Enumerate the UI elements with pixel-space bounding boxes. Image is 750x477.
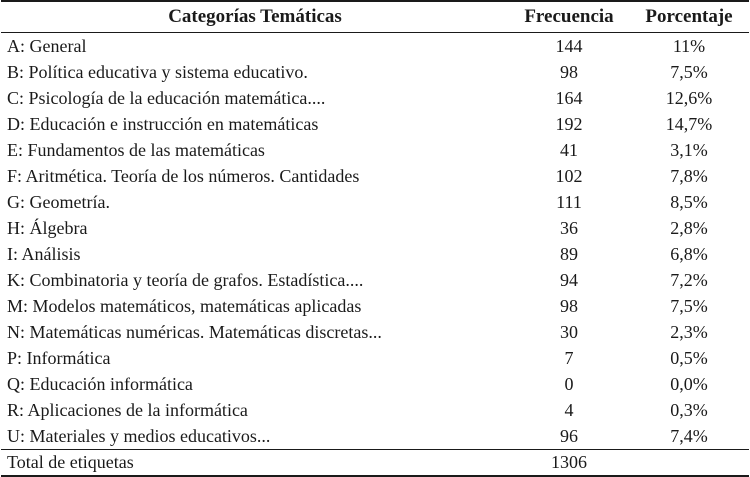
frequency-cell: 94 [560,269,578,290]
frequency-cell: 102 [555,165,583,186]
table-body [1,33,749,477]
percentage-cell: 0,0% [670,373,708,394]
frequency-cell: 7 [564,347,574,368]
category-cell: A: General [7,35,87,56]
percentage-cell: 11% [672,35,706,56]
category-cell: H: Álgebra [7,217,88,238]
frequency-cell: 30 [560,321,578,342]
total-percentage [629,450,749,477]
table-row [1,111,749,137]
frequency-cell: 36 [560,217,578,238]
frequency-cell: 89 [560,243,578,264]
percentage-cell: 2,8% [670,217,708,238]
table-row [1,397,749,423]
percentage-cell: 7,5% [670,61,708,82]
header-percentage: Porcentaje [645,6,733,27]
table-row [1,267,749,293]
header-frequency: Frecuencia [524,6,614,27]
table-row [1,371,749,397]
frequency-cell: 41 [560,139,578,160]
table-row [1,137,749,163]
category-cell: F: Aritmética. Teoría de los números. Cantidades [7,165,360,186]
table-row [1,241,749,267]
category-cell: N: Matemáticas numéricas. Matemáticas discretas... [7,321,382,342]
table-row [1,85,749,111]
category-cell: M: Modelos matemáticos, matemáticas aplicadas [7,295,362,316]
table-row [1,293,749,319]
table-header-row [1,1,749,33]
percentage-cell: 14,7% [665,113,713,134]
percentage-cell: 0,5% [670,347,708,368]
percentage-cell: 6,8% [670,243,708,264]
table-row [1,319,749,345]
table-row [1,345,749,371]
category-cell: E: Fundamentos de las matemáticas [7,139,265,160]
thematic-categories-table [1,0,749,477]
total-frequency: 1306 [551,452,587,472]
category-cell: I: Análisis [7,243,81,264]
category-cell: B: Política educativa y sistema educativo. [7,61,308,82]
frequency-cell: 111 [556,191,582,212]
percentage-cell: 8,5% [670,191,708,212]
table-row [1,163,749,189]
percentage-cell: 0,3% [670,399,708,420]
percentage-cell: 3,1% [670,139,708,160]
table-row [1,423,749,450]
table-row [1,215,749,241]
percentage-cell: 7,2% [670,269,708,290]
percentage-cell: 7,4% [670,425,708,446]
total-label: Total de etiquetas [7,452,134,472]
table-row [1,59,749,85]
frequency-cell: 164 [555,87,583,108]
frequency-cell: 96 [560,425,578,446]
frequency-cell: 192 [555,113,583,134]
category-cell: Q: Educación informática [7,373,193,394]
category-cell: C: Psicología de la educación matemática.... [7,87,326,108]
category-cell: D: Educación e instrucción en matemáticas [7,113,319,134]
frequency-cell: 98 [560,295,578,316]
frequency-cell: 4 [564,399,574,420]
category-cell: U: Materiales y medios educativos... [7,425,271,446]
frequency-cell: 98 [560,61,578,82]
category-cell: G: Geometría. [7,191,110,212]
total-row [1,450,749,477]
table-row [1,189,749,215]
category-cell: K: Combinatoria y teoría de grafos. Estadística.... [7,269,364,290]
percentage-cell: 7,5% [670,295,708,316]
frequency-cell: 0 [564,373,574,394]
header-category: Categorías Temáticas [168,6,342,27]
percentage-cell: 2,3% [670,321,708,342]
category-cell: R: Aplicaciones de la informática [7,399,248,420]
percentage-cell: 7,8% [670,165,708,186]
table-row [1,33,749,60]
percentage-cell: 12,6% [665,87,713,108]
category-cell: P: Informática [7,347,111,368]
frequency-cell: 144 [555,35,583,56]
